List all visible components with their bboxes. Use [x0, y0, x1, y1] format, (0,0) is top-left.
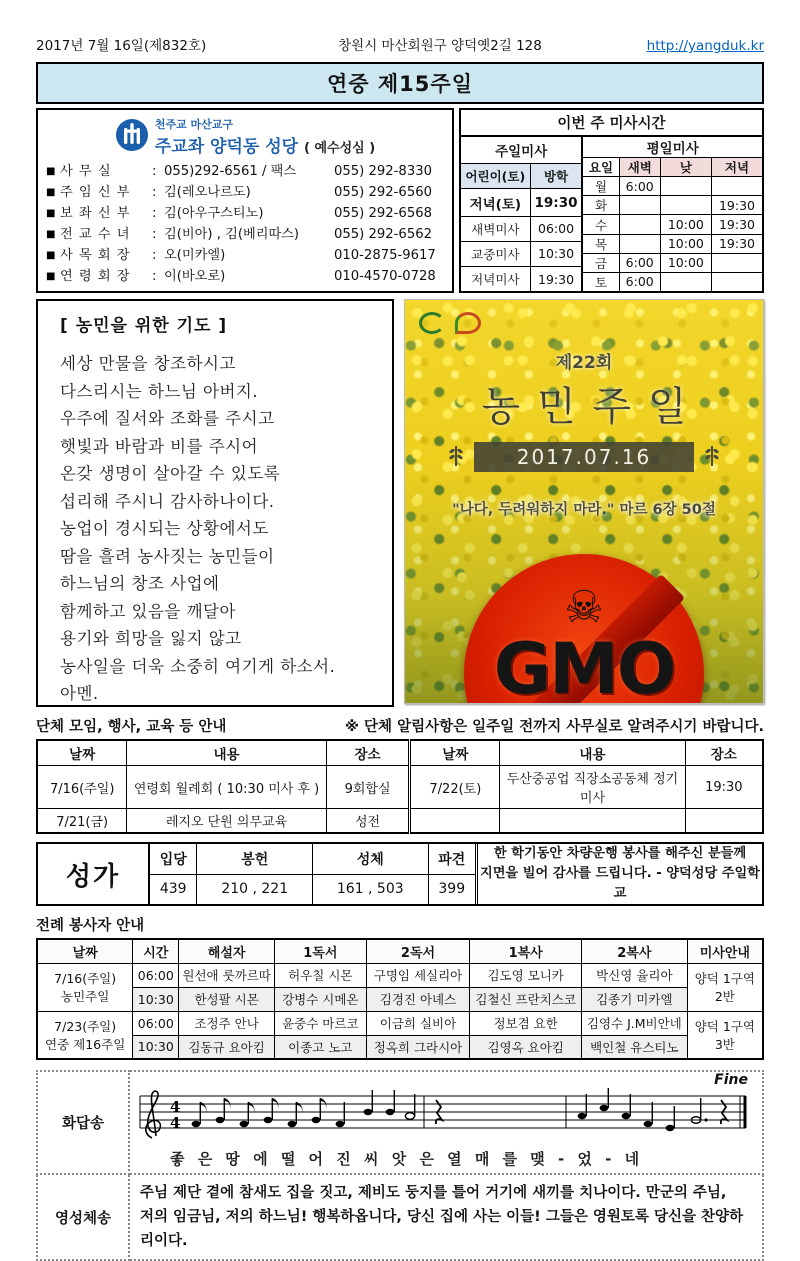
mass-row-label: 저녁(토): [461, 189, 530, 216]
diocese-name: 천주교 마산교구: [154, 118, 234, 131]
groups-col-header: 내용: [127, 740, 326, 766]
weekday-row: 월 6:00: [583, 177, 762, 196]
weekday-mass-table: [583, 137, 762, 291]
contact-phone: 055) 292-6560: [334, 185, 432, 200]
bullet-icon: ■: [46, 271, 56, 282]
church-name: 주교좌 양덕동 성당: [154, 137, 299, 157]
svg-text:4: 4: [170, 1098, 181, 1116]
servers-date-cell: 7/23(주일) 연중 제16주일: [37, 1011, 133, 1059]
prayer-line: 땀을 흘려 농사짓는 농민들이: [60, 546, 275, 566]
wheat-icon: [700, 444, 724, 468]
contact-label: 주 임 신 부: [60, 185, 131, 200]
groups-row: 7/21(금) 레지오 단원 의무교육 성전: [37, 809, 763, 834]
prayer-line: 농업이 경시되는 상황에서도: [60, 519, 269, 538]
contact-phone: 055) 292-6568: [334, 206, 432, 221]
mass-row-time: 19:30: [530, 267, 582, 292]
contact-label: 연 령 회 장: [60, 269, 131, 284]
servers-section-title: 전례 봉사자 안내: [36, 918, 145, 934]
weekday-row: 화 19:30: [583, 196, 762, 215]
contact-value: 오(미카엘): [164, 248, 226, 263]
church-name-suffix: ( 예수성심 ): [303, 141, 376, 156]
mass-row-label: 교중미사: [461, 241, 530, 266]
contact-row: ■ 사 무 실 : 055)292-6561 / 팩스 055) 292-8330: [46, 161, 444, 182]
groups-section-notice: ※ 단체 알림사항은 일주일 전까지 사무실로 알려주시기 바랍니다.: [344, 719, 764, 735]
hymn-number: 399: [428, 874, 475, 904]
hymn-col-header: 봉헌: [197, 844, 313, 874]
issue-date: 2017년 7월 16일(제832호): [36, 38, 207, 54]
hymn-col-header: 입당: [150, 844, 197, 874]
contact-label: 보 좌 신 부: [60, 206, 131, 221]
contact-value: 이(바오로): [164, 269, 226, 284]
mass-row-time: 방학: [530, 164, 582, 189]
top-header: [36, 34, 764, 54]
prayer-line: 세상 만물을 창조하시고: [60, 354, 236, 373]
weekday-row: 목 10:00 19:30: [583, 234, 762, 253]
contact-row: ■ 전 교 수 녀 : 김(비아) , 김(베리따스) 055) 292-6562: [46, 224, 444, 245]
farmers-sunday-poster: [404, 299, 764, 704]
weekday-col-header: 새벽: [619, 158, 660, 177]
prayer-line: 농사일을 더욱 소중히 여기게 하소서.: [60, 656, 336, 676]
hymn-col-header: 성체: [312, 844, 428, 874]
prayer-line: 햇빛과 바람과 비를 주시어: [60, 436, 259, 456]
groups-col-header: 장소: [685, 740, 763, 766]
contact-row: ■ 주 임 신 부 : 김(레오나르도) 055) 292-6560: [46, 182, 444, 203]
groups-col-header: 날짜: [410, 740, 500, 766]
prayer-line: 하느님의 창조 사업에: [60, 574, 220, 593]
contact-row: ■ 연 령 회 장 : 이(바오로) 010-4570-0728: [46, 266, 444, 287]
contact-value: 김(아우구스티노): [164, 206, 264, 221]
bullet-icon: ■: [46, 250, 56, 261]
servers-col-header: 해설자: [179, 939, 275, 963]
groups-col-header: 장소: [326, 740, 410, 766]
hymn-number: 210 , 221: [197, 874, 313, 904]
mass-row-label: 어린이(토): [461, 164, 530, 189]
contact-row: ■ 보 좌 신 부 : 김(아우구스티노) 055) 292-6568: [46, 203, 444, 224]
prayer-line: 용기와 희망을 잃지 않고: [60, 629, 242, 648]
mass-row-time: 19:30: [530, 189, 582, 216]
hymn-number: 439: [150, 874, 197, 904]
no-gmo-emblem: [464, 554, 704, 704]
servers-row: 7/23(주일) 연중 제16주일 06:00 조정주 안나 윤중수 마르코 이금희 실비아 정보겸 요한 김영수 J.M비안네 양덕 1구역 3반: [37, 1011, 763, 1035]
prayer-line: 다스리시는 하느님 아버지.: [60, 381, 259, 401]
servers-col-header: 1복사: [470, 939, 582, 963]
gmo-text: GMO: [493, 627, 675, 704]
servers-row: 10:30 김동규 요아킴 이종고 노고 정옥희 그라시아 김영옥 요아킴 백인철 유스티노: [37, 1035, 763, 1059]
mass-row-label: 새벽미사: [461, 216, 530, 241]
prayer-line: 온갖 생명이 살아갈 수 있도록: [60, 464, 281, 483]
mass-row-time: 06:00: [530, 216, 582, 241]
bullet-icon: ■: [46, 166, 56, 177]
poster-verse: "나다, 두려워하지 마라." 마르 6장 50절: [452, 502, 716, 518]
contact-value: 김(레오나르도): [164, 185, 251, 200]
mass-schedule-box: [459, 108, 764, 293]
weekday-row: 토 6:00: [583, 272, 762, 291]
church-logo-icon: [115, 118, 149, 156]
groups-col-header: 날짜: [37, 740, 127, 766]
groups-section-title: 단체 모임, 행사, 교육 등 안내: [36, 719, 227, 735]
contact-list: [46, 161, 444, 287]
bullet-icon: ■: [46, 229, 56, 240]
servers-col-header: 2독서: [366, 939, 470, 963]
groups-row: 7/16(주일) 연령회 월례회 ( 10:30 미사 후 ) 9회합실 7/22(토) 두산중공업 직장소공동체 정기미사 19:30: [37, 766, 763, 809]
servers-col-header: 날짜: [37, 939, 133, 963]
contact-value: 055)292-6561 / 팩스: [164, 164, 297, 179]
servers-guide-cell: 양덕 1구역 3반: [687, 1011, 763, 1059]
poster-title: 농민주일: [481, 384, 704, 430]
hymns-grid: [148, 844, 478, 904]
mass-row-label: 저녁미사: [461, 267, 530, 292]
servers-table: [36, 938, 764, 1060]
hymn-number: 161 , 503: [312, 874, 428, 904]
mass-row-time: 10:30: [530, 241, 582, 266]
servers-col-header: 미사안내: [687, 939, 763, 963]
skull-icon: ☠: [564, 581, 604, 633]
page-title: 연중 제15주일: [36, 62, 764, 104]
contact-row: ■ 사 목 회 장 : 오(미카엘) 010-2875-9617: [46, 245, 444, 266]
weekday-row: 금 6:00 10:00: [583, 253, 762, 272]
wheat-icon: [444, 444, 468, 468]
contact-label: 전 교 수 녀: [60, 227, 131, 242]
website-link[interactable]: http://yangduk.kr: [646, 38, 764, 54]
church-address: 창원시 마산회원구 양덕옛2길 128: [338, 38, 542, 54]
contact-phone: 055) 292-8330: [334, 164, 432, 179]
servers-guide-cell: 양덕 1구역 2반: [687, 963, 763, 1011]
hymns-label: 성가: [65, 861, 121, 892]
mass-schedule-title: 이번 주 미사시간: [461, 110, 762, 137]
thanks-note: 한 학기동안 차량운행 봉사를 해주신 분들께 지면을 빌어 감사를 드립니다. - 양덕성당 주일학교: [479, 846, 761, 901]
poster-date-band: [474, 442, 694, 472]
weekday-row: 수 10:00 19:30: [583, 215, 762, 234]
poster-date: 2017.07.16: [516, 445, 652, 469]
prayer-line: 섭리해 주시니 감사하나이다.: [60, 491, 275, 511]
music-staff: [130, 1082, 762, 1148]
servers-col-header: 2복사: [581, 939, 687, 963]
bullet-icon: ■: [46, 187, 56, 198]
contact-label: 사 목 회 장: [60, 248, 131, 263]
prayer-line: 아멘.: [60, 684, 99, 703]
contact-phone: 010-2875-9617: [334, 248, 436, 263]
songs-table: [36, 1070, 764, 1261]
servers-col-header: 시간: [133, 939, 179, 963]
contact-value: 김(비아) , 김(베리따스): [164, 227, 300, 242]
sunday-mass-title: 주일미사: [461, 137, 582, 164]
svg-text:4: 4: [170, 1114, 181, 1132]
contact-label: 사 무 실: [60, 164, 112, 179]
communion-label: 영성체송: [37, 1174, 129, 1260]
groups-table: [36, 739, 764, 834]
weekday-col-header: 요일: [583, 158, 619, 177]
contact-phone: 010-4570-0728: [334, 269, 436, 284]
responsorial-row: [37, 1071, 763, 1174]
servers-row: 7/16(주일) 농민주일 06:00 원선애 룻까르따 허우칠 시몬 구명임 세실리아 김도영 모니카 박신영 율리아 양덕 1구역 2반: [37, 963, 763, 987]
catholic-farmers-logo: [419, 312, 445, 334]
weekday-col-header: 저녁: [711, 158, 762, 177]
servers-date-cell: 7/16(주일) 농민주일: [37, 963, 133, 1011]
contact-phone: 055) 292-6562: [334, 227, 432, 242]
groups-col-header: 내용: [500, 740, 685, 766]
responsorial-label: 화답송: [37, 1071, 129, 1174]
servers-col-header: 1독서: [274, 939, 366, 963]
bullet-icon: ■: [46, 208, 56, 219]
sunday-mass-table: [461, 137, 583, 291]
poster-episode: 제22회: [555, 353, 613, 373]
prayer-title: [ 농민을 위한 기도 ]: [60, 316, 228, 336]
farmers-prayer-box: [36, 299, 394, 707]
bulletin-page: [36, 34, 764, 1261]
urinong-logo: [455, 312, 481, 334]
church-info-box: [36, 108, 454, 293]
prayer-line: 우주에 질서와 조화를 주시고: [60, 409, 275, 428]
servers-row: 10:30 한성팔 시몬 강병수 시메온 김경진 아녜스 김철신 프란치스코 김종기 미카엘: [37, 987, 763, 1011]
prayer-line: 함께하고 있음을 깨달아: [60, 601, 236, 621]
weekday-mass-title: 평일미사: [583, 137, 762, 158]
communion-row: [37, 1174, 763, 1260]
hymn-col-header: 파견: [428, 844, 475, 874]
weekday-col-header: 낮: [660, 158, 711, 177]
hymns-box: [36, 842, 764, 906]
communion-text: 주님 제단 곁에 참새도 집을 짓고, 제비도 둥지를 틀어 거기에 새끼를 치나이다. 만군의 주님, 저의 임금님, 저의 하느님! 행복하옵니다, 당신 집에 사는 이들! 그들은 영원토록 당신을 찬양하리이다.: [129, 1174, 763, 1260]
responsorial-lyrics: 좋 은 땅 에 떨 어 진 씨 앗 은 열 매 를 맺 - 었 - 네: [170, 1150, 644, 1168]
fine-marking: Fine: [714, 1072, 748, 1088]
